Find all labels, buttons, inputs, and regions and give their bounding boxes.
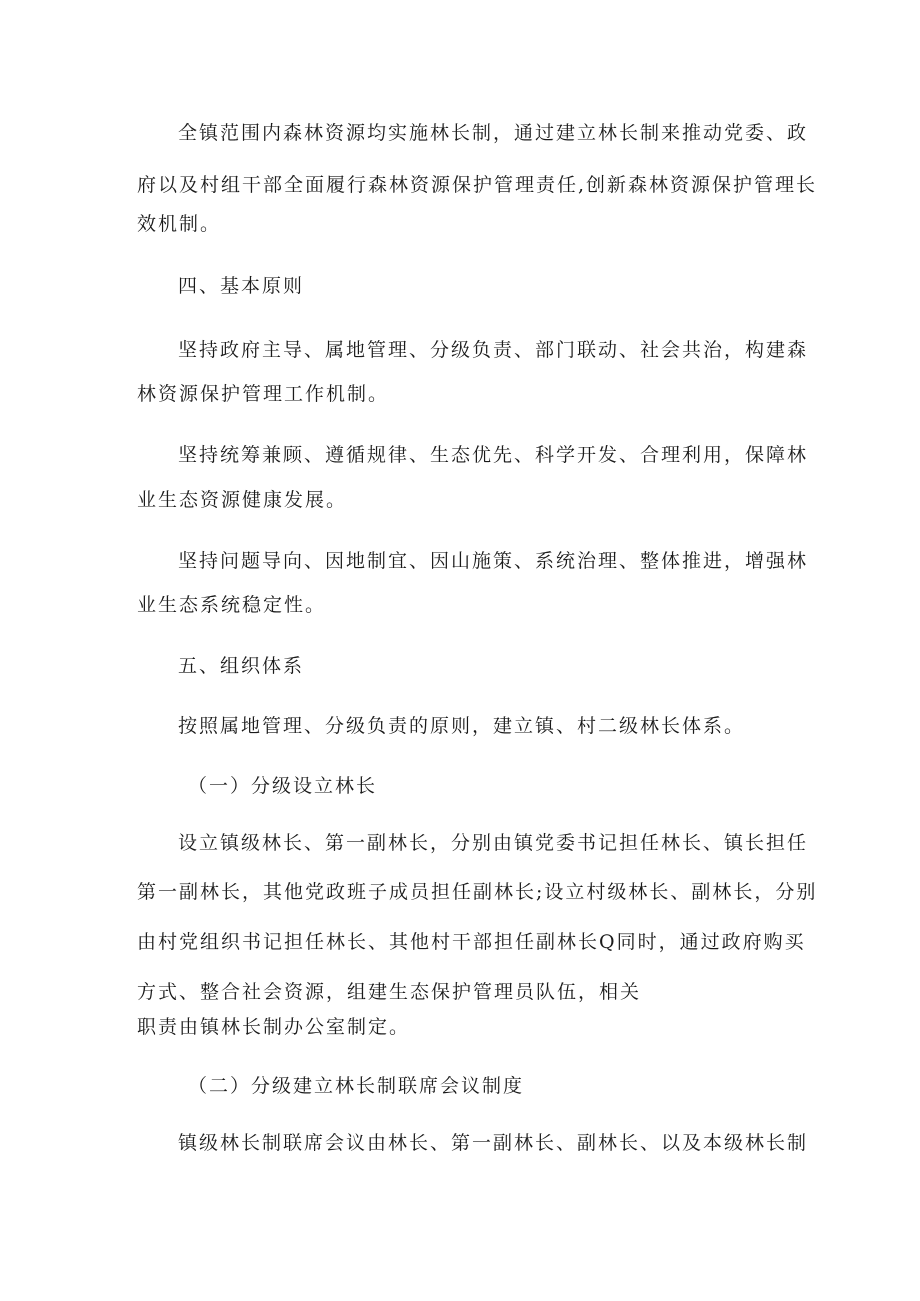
section-heading: 五、组织体系	[178, 655, 305, 677]
subsection-heading: （一）分级设立林长	[188, 775, 378, 797]
paragraph-line: 府以及村组干部全面履行森林资源保护管理责任,创新森林资源保护管理长	[137, 174, 818, 196]
paragraph-line: 按照属地管理、分级负责的原则，建立镇、村二级林长体系。	[178, 715, 746, 737]
paragraph-line: 林资源保护管理工作机制。	[137, 383, 390, 405]
paragraph-line: 效机制。	[137, 213, 222, 235]
section-heading: 四、基本原则	[178, 275, 305, 297]
paragraph-line: 业生态系统稳定性。	[137, 594, 327, 616]
paragraph-line: 由村党组织书记担任林长、其他村干部担任副林长Q同时，通过政府购买	[137, 931, 806, 953]
paragraph-line: 坚持统筹兼顾、遵循规律、生态优先、科学开发、合理利用，保障林	[178, 444, 809, 466]
paragraph-line: 全镇范围内森林资源均实施林长制，通过建立林长制来推动党委、政	[178, 122, 809, 144]
paragraph-line: 第一副林长，其他党政班子成员担任副林长;设立村级林长、副林长，分别	[137, 881, 818, 903]
paragraph-line: 坚持政府主导、属地管理、分级负责、部门联动、社会共治，构建森	[178, 339, 809, 361]
paragraph-line: 镇级林长制联席会议由林长、第一副林长、副林长、以及本级林长制	[178, 1132, 809, 1154]
paragraph-line: 设立镇级林长、第一副林长，分别由镇党委书记担任林长、镇长担任	[178, 832, 809, 854]
paragraph-line: 职责由镇林长制办公室制定。	[137, 1016, 411, 1038]
subsection-heading: （二）分级建立林长制联席会议制度	[188, 1075, 525, 1097]
paragraph-line: 坚持问题导向、因地制宜、因山施策、系统治理、整体推进，增强林	[178, 550, 809, 572]
paragraph-line: 业生态资源健康发展。	[137, 489, 348, 511]
paragraph-line: 方式、整合社会资源，组建生态保护管理员队伍，相关	[137, 981, 642, 1003]
